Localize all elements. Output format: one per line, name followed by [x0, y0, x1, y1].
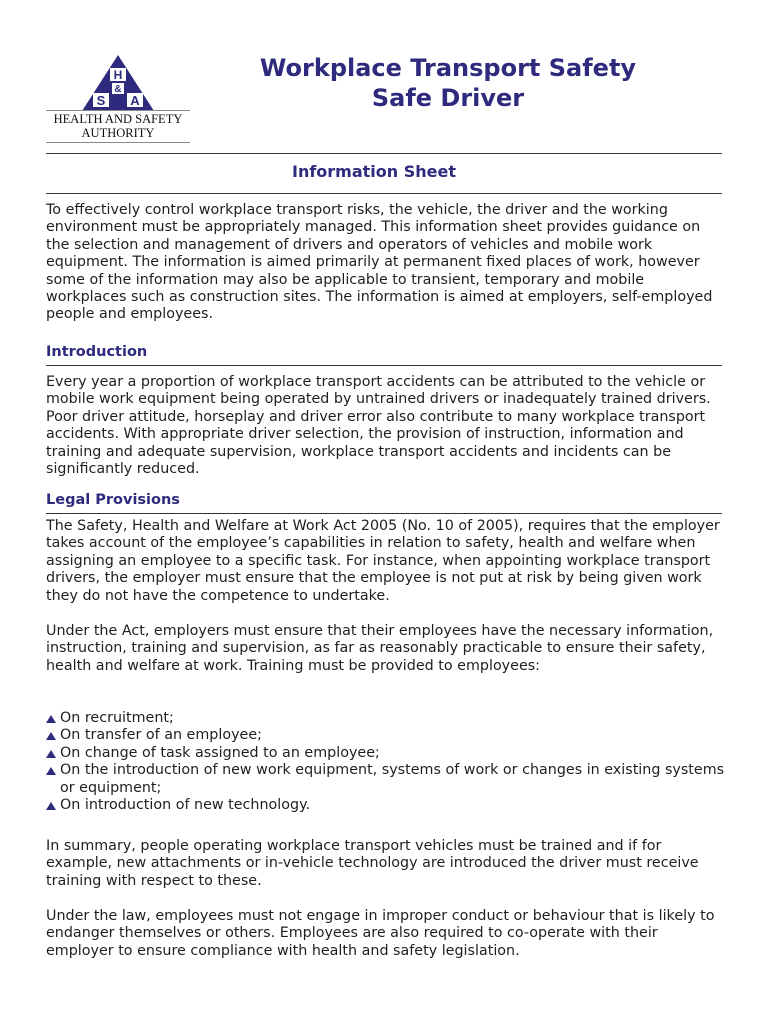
list-item: On the introduction of new work equipment, systems of work or changes in existing systems or equipment;: [46, 762, 726, 797]
legal-paragraph-2: Under the Act, employers must ensure that their employees have the necessary information, instruction, training and supervision, as far as reasonably practicable to ensure their safety, health and welfare at work. Training must be provided to employees:: [46, 623, 714, 674]
hsa-triangle-emblem: [46, 54, 190, 112]
triangle-bullet-icon: [46, 715, 56, 723]
logo-letter-h: H: [113, 68, 123, 82]
information-sheet-label: Information Sheet: [291, 162, 456, 181]
introduction-heading: Introduction: [46, 344, 148, 360]
logo-text-line2: AUTHORITY: [81, 126, 155, 140]
list-item: On introduction of new technology.: [46, 797, 726, 814]
intro-paragraph: To effectively control workplace transport risks, the vehicle, the driver and the working environment must be appropriately managed. This information sheet provides guidance on the selection and management of drivers and operators of vehicles and mobile work equipment. The information is aimed primarily at permanent fixed places of work, however some of the information may also be applicable to transient, temporary and mobile workplaces such as construction sites. The information is aimed at employers, self-employed people and employees.: [46, 202, 713, 323]
document-title: Workplace Transport Safety: [259, 54, 637, 82]
document-subtitle: Safe Driver: [371, 84, 525, 112]
legal-provisions-heading: Legal Provisions: [46, 492, 180, 508]
logo-ampersand: &: [114, 84, 122, 95]
legal-paragraph-3: In summary, people operating workplace transport vehicles must be trained and if for example, new attachments or in-vehicle technology are introduced the driver must receive training with respect to these.: [46, 838, 699, 889]
header-rule-top: [46, 153, 722, 154]
hsa-logo: [46, 54, 190, 144]
legal-paragraph-1: The Safety, Health and Welfare at Work Act 2005 (No. 10 of 2005), requires that the employer takes account of the employee’s capabilities in relation to safety, health and welfare when assigning an employee to a specific task. For instance, when appointing workplace transport drivers, the employer must ensure that the employee is not put at risk by being given work they do not have the competence to undertake.: [46, 518, 720, 604]
introduction-rule: [46, 365, 722, 366]
logo-letter-s: S: [96, 93, 106, 108]
triangle-bullet-icon: [46, 750, 56, 758]
legal-paragraph-4: Under the law, employees must not engage in improper conduct or behaviour that is likely to endanger themselves or others. Employees are also required to co-operate with their employer to ensure compliance with health and safety legislation.: [46, 908, 715, 959]
logo-letter-a: A: [130, 93, 140, 108]
training-bullet-list: [46, 710, 726, 814]
list-item: On change of task assigned to an employee;: [46, 745, 726, 762]
header-rule-bottom: [46, 193, 722, 194]
legal-provisions-rule: [46, 513, 722, 514]
list-item: On transfer of an employee;: [46, 727, 726, 744]
logo-divider-top: [46, 110, 190, 111]
triangle-bullet-icon: [46, 802, 56, 810]
logo-divider-bottom: [46, 142, 190, 143]
list-item: On recruitment;: [46, 710, 726, 727]
triangle-bullet-icon: [46, 767, 56, 775]
triangle-bullet-icon: [46, 732, 56, 740]
introduction-paragraph: Every year a proportion of workplace transport accidents can be attributed to the vehicle or mobile work equipment being operated by untrained drivers or inadequately trained drivers. Poor driver attitude, horseplay and driver error also contribute to many workplace transport accidents. With appropriate driver selection, the provision of instruction, information and training and adequate supervision, workplace transport accidents and incidents can be significantly reduced.: [46, 374, 711, 478]
logo-text-line1: HEALTH AND SAFETY: [53, 112, 183, 126]
